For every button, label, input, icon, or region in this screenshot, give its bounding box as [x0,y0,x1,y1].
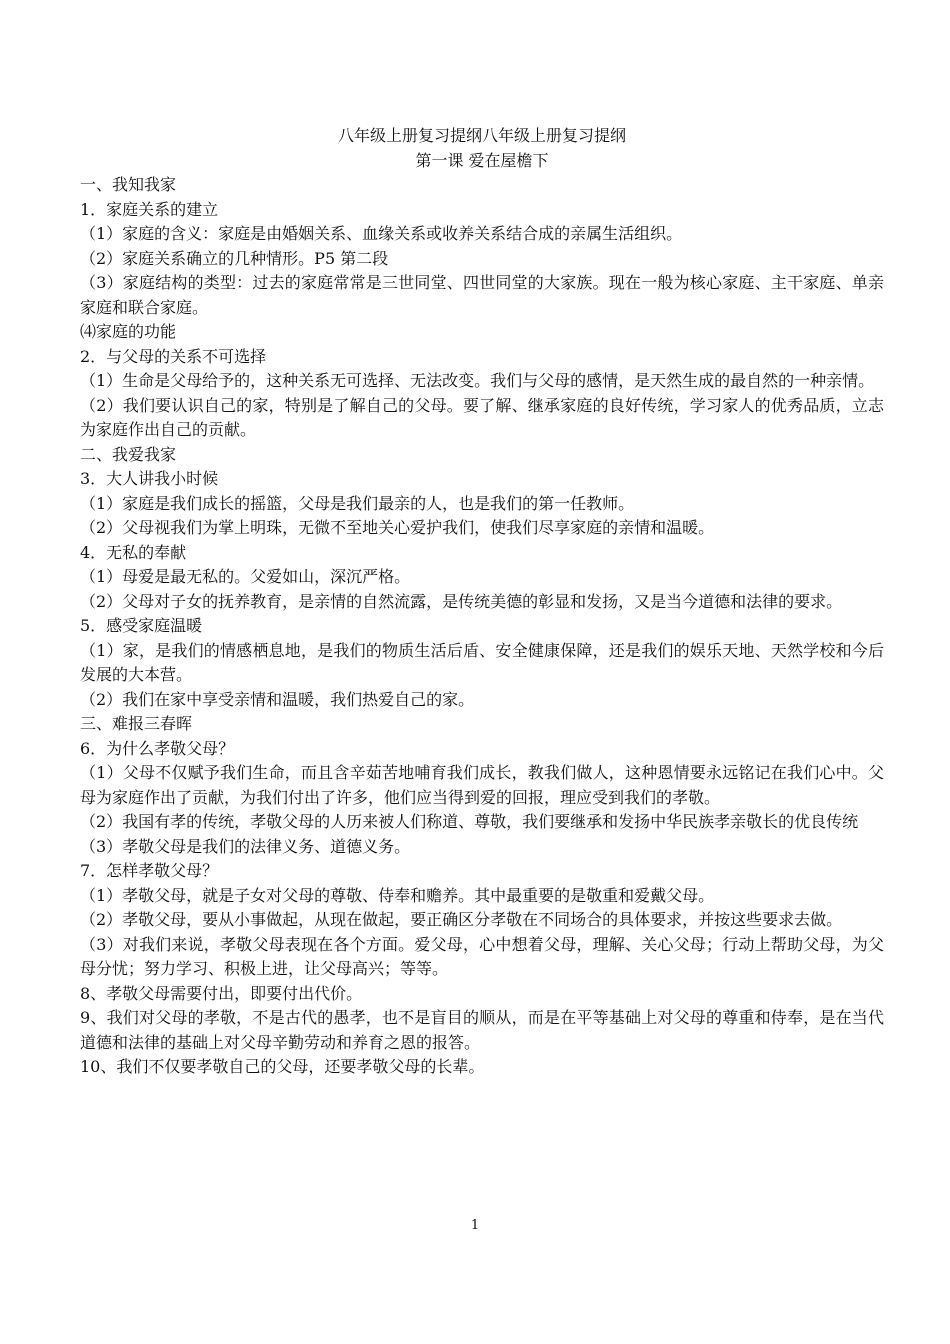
outline-line: （2）父母视我们为掌上明珠，无微不至地关心爱护我们，使我们尽享家庭的亲情和温暖。 [80,518,715,537]
outline-line: （2）父母对子女的抚养教育，是亲情的自然流露，是传统美德的彰显和发扬，又是当今道德和法律的要求。 [80,591,843,611]
outline-line: （1）父母不仅赋予我们生命，而且含辛茹苦地哺育我们成长，教我们做人，这种恩情要永远铭记在我们心中。父母为家庭作出了贡献，为我们付出了许多，他们应当得到爱的回报，理应受到我们的孝敬。 [80,763,884,807]
outline-line: 三、难报三春晖 [80,714,193,733]
outline-line: 一、我知我家 [80,175,177,194]
outline-line: （3）孝敬父母是我们的法律义务、道德义务。 [80,836,411,856]
outline-line: 1．家庭关系的建立 [80,199,219,219]
outline-line: 3．大人讲我小时候 [80,469,219,488]
outline-line: （1）孝敬父母，就是子女对父母的尊敬、侍奉和赡养。其中最重要的是敬重和爱戴父母。 [80,885,715,905]
outline-line: （3）家庭结构的类型：过去的家庭常常是三世同堂、四世同堂的大家族。现在一般为核心家庭、主干家庭、单亲家庭和联合家庭。 [80,273,884,317]
outline-line: 4．无私的奉献 [80,542,187,562]
outline-line: （1）家庭是我们成长的摇篮，父母是我们最亲的人，也是我们的第一任教师。 [80,493,635,513]
outline-body [80,173,884,1080]
outline-line: （2）我们要认识自己的家，特别是了解自己的父母。要了解、继承家庭的良好传统，学习家人的优秀品质，立志为家庭作出自己的贡献。 [80,395,884,439]
outline-line: （2）我国有孝的传统，孝敬父母的人历来被人们称道、尊敬，我们要继承和发扬中华民族孝亲敬长的优良传统 [80,812,859,831]
outline-line: （1）生命是父母给予的，这种关系无可选择、无法改变。我们与父母的感情，是天然生成的最自然的一种亲情。 [80,371,875,390]
outline-line: ⑷家庭的功能 [80,322,177,341]
outline-line: 2．与父母的关系不可选择 [80,346,267,366]
outline-line: （1）家庭的含义：家庭是由婚姻关系、血缘关系或收养关系结合成的亲属生活组织。 [80,224,683,243]
outline-line: （2）孝敬父母，要从小事做起，从现在做起，要正确区分孝敬在不同场合的具体要求，并按这些要求去做。 [80,910,843,929]
lesson-title: 第一课 爱在屋檐下 [415,150,549,170]
page-content [80,124,884,1080]
outline-line: 二、我爱我家 [80,444,177,464]
outline-line: 10、我们不仅要孝敬自己的父母，还要孝敬父母的长辈。 [80,1057,485,1076]
outline-line: 8、孝敬父母需要付出，即要付出代价。 [80,983,363,1003]
outline-line: 5．感受家庭温暖 [80,616,203,635]
outline-line: 9、我们对父母的孝敬，不是古代的愚孝，也不是盲目的顺从，而是在平等基础上对父母的尊重和侍奉，是在当代道德和法律的基础上对父母辛勤劳动和养育之恩的报答。 [80,1008,884,1052]
outline-line: （2）家庭关系确立的几种情形。P5 第二段 [80,248,389,268]
outline-line: 6．为什么孝敬父母？ [80,738,235,758]
outline-line: （1）家，是我们的情感栖息地，是我们的物质生活后盾、安全健康保障，还是我们的娱乐天地、天然学校和今后发展的大本营。 [80,640,884,684]
outline-line: 7．怎样孝敬父母？ [80,861,219,880]
outline-line: （1）母爱是最无私的。父爱如山，深沉严格。 [80,567,411,586]
outline-line: （3）对我们来说，孝敬父母表现在各个方面。爱父母，心中想着父母，理解、关心父母；行动上帮助父母，为父母分忧；努力学习、积极上进，让父母高兴；等等。 [80,934,884,978]
document-title: 八年级上册复习提纲八年级上册复习提纲 [337,126,626,145]
page-number: 1 [470,1218,480,1233]
outline-line: （2）我们在家中享受亲情和温暖，我们热爱自己的家。 [80,689,475,709]
